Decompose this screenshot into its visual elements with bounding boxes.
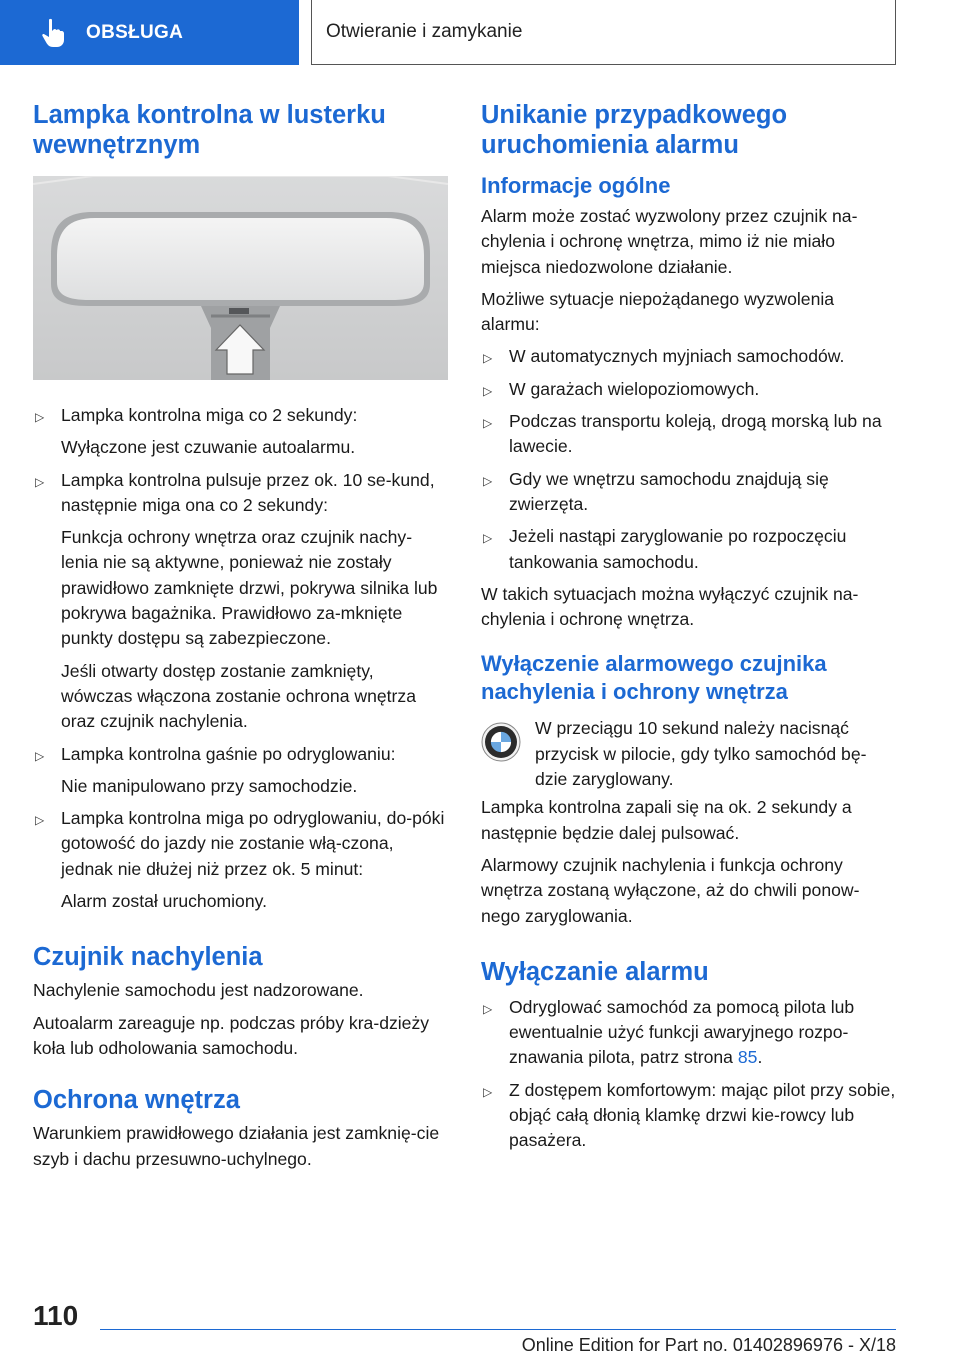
bullet-triangle-icon: ▷	[483, 351, 493, 366]
list-item-detail: Wyłączone jest czuwanie autoalarmu.	[61, 437, 356, 458]
indicator-states-list	[33, 403, 448, 914]
list-item: ▷ Lampka kontrolna miga co 2 sekundy: Wyłączone jest czuwanie autoalarmu.	[33, 403, 448, 461]
page-reference-link[interactable]: 85	[737, 1047, 758, 1068]
footer-divider	[100, 1329, 896, 1330]
hand-pointer-icon	[40, 18, 66, 48]
paragraph: W takich sytuacjach można wyłączyć czujnik na-chylenia i ochronę wnętrza.	[481, 583, 859, 630]
list-item: ▷ W automatycznych myjniach samochodów.	[481, 344, 896, 369]
list-item: ▷ Gdy we wnętrzu samochodu znajdują się zwierzęta.	[483, 468, 829, 514]
rearview-mirror-illustration	[33, 176, 448, 380]
section-tab[interactable]	[0, 0, 299, 65]
bullet-triangle-icon: ▷	[483, 1001, 493, 1016]
heading-disable-alarm: Wyłączanie alarmu	[481, 957, 709, 986]
heading-mirror-indicator: Lampka kontrolna w lusterku wewnętrznym	[33, 101, 386, 159]
subheading-general-info: Informacje ogólne	[481, 173, 671, 198]
list-item: ▷ Odryglować samochód za pomocą pilota lub ewentualnie użyć funkcji awaryjnego rozpo-znawania pilota, patrz strona 85.	[483, 996, 855, 1068]
list-item-detail: Funkcja ochrony wnętrza oraz czujnik nachy-lenia nie są aktywne, ponieważ nie zostały prawidłowo zamknięte drzwi, pokrywa silnika lub pokrywa bagażnika. Prawidłowo za-mknięte punkty dostępu są zabezpieczone.	[61, 527, 438, 649]
subheading-disable-sensors: Wyłączenie alarmowego czujnika nachylenia i ochrony wnętrza	[481, 651, 827, 705]
left-column	[33, 100, 448, 1179]
list-item-detail: Alarm został uruchomiony.	[61, 891, 267, 912]
footer-edition: Online Edition for Part no. 01402896976 - X/18	[521, 1335, 896, 1355]
chapter-title	[311, 0, 896, 65]
false-alarm-situations-list	[481, 344, 896, 574]
section-tab-label: OBSŁUGA	[86, 21, 184, 43]
bmw-key-button-icon	[481, 722, 521, 762]
heading-avoid-false-alarm: Unikanie przypadkowego uruchomienia alarmu	[481, 101, 788, 159]
bullet-triangle-icon: ▷	[35, 748, 45, 763]
paragraph: Nachylenie samochodu jest nadzorowane.	[33, 980, 364, 1001]
key-button-instruction	[481, 716, 896, 792]
list-item: ▷ Podczas transportu koleją, drogą morską lub na lawecie.	[483, 411, 882, 457]
bullet-triangle-icon: ▷	[35, 813, 45, 828]
page-number: 110	[33, 1300, 79, 1331]
bullet-triangle-icon: ▷	[35, 410, 45, 424]
heading-interior-protection: Ochrona wnętrza	[33, 1086, 240, 1115]
chapter-title-text: Otwieranie i zamykanie	[326, 21, 523, 42]
list-item: ▷ Lampka kontrolna gaśnie po odryglowaniu: Nie manipulowano przy samochodzie.	[33, 742, 448, 800]
list-item: ▷ Z dostępem komfortowym: mając pilot przy sobie, objąć całą dłonią klamkę drzwi kie-rowcy lub pasażera.	[483, 1079, 896, 1151]
paragraph: Alarm może zostać wyzwolony przez czujnik na-chylenia i ochronę wnętrza, mimo iż nie miało miejsca niedozwolone działanie.	[481, 206, 858, 277]
list-item-detail: Jeśli otwarty dostęp zostanie zamknięty, wówczas włączona zostanie ochrona wnętrza oraz czujnik nachylenia.	[61, 660, 416, 732]
list-item: ▷ Jeżeli nastąpi zaryglowanie po rozpoczęciu tankowania samochodu.	[483, 526, 847, 572]
bullet-triangle-icon: ▷	[483, 416, 493, 431]
bullet-triangle-icon: ▷	[483, 383, 493, 398]
list-item: ▷ W garażach wielopoziomowych.	[481, 377, 896, 402]
paragraph: Lampka kontrolna zapali się na ok. 2 sekundy a następnie będzie dalej pulsować.	[481, 797, 852, 843]
list-item-detail: Nie manipulowano przy samochodzie.	[61, 775, 358, 796]
list-item: ▷ Lampka kontrolna pulsuje przez ok. 10 se-kund, następnie miga ona co 2 sekundy: Funkcja ochrony wnętrza oraz czujnik nachy-lenia nie są aktywne, ponieważ nie zostały prawidłowo zamknięte drzwi, pokrywa silnika lub pokrywa bagażnika. Prawidłowo za-mknięte punkty dostępu są zabezpieczone. Jeśli otwarty dostęp zostanie zamknięty, wówczas włączona zostanie ochrona wnętrza oraz czujnik nachylenia.	[33, 468, 448, 735]
paragraph: W przeciągu 10 sekund należy nacisnąć przycisk w pilocie, gdy tylko samochód bę-dzie zaryglowany.	[535, 718, 867, 790]
disable-alarm-list	[481, 995, 896, 1154]
bullet-triangle-icon: ▷	[483, 473, 493, 488]
bullet-triangle-icon: ▷	[35, 474, 45, 489]
list-item: ▷ Lampka kontrolna miga po odryglowaniu, do-póki gotowość do jazdy nie zostanie włą-czona, jednak nie dłużej niż przez ok. 5 minut: Alarm został uruchomiony.	[33, 806, 448, 914]
bullet-triangle-icon: ▷	[483, 531, 493, 546]
right-column	[481, 100, 896, 1161]
heading-tilt-sensor: Czujnik nachylenia	[33, 943, 263, 972]
paragraph: Autoalarm zareaguje np. podczas próby kra-dzieży koła lub odholowania samochodu.	[33, 1012, 430, 1058]
paragraph: Możliwe sytuacje niepożądanego wyzwolenia alarmu:	[481, 288, 835, 335]
paragraph: Warunkiem prawidłowego działania jest zamknię-cie szyb i dachu przesuwno-uchylnego.	[33, 1123, 440, 1169]
paragraph: Alarmowy czujnik nachylenia i funkcja ochrony wnętrza zostaną wyłączone, aż do chwili ponow-nego zaryglowania.	[481, 854, 860, 926]
bullet-triangle-icon: ▷	[483, 1084, 493, 1099]
